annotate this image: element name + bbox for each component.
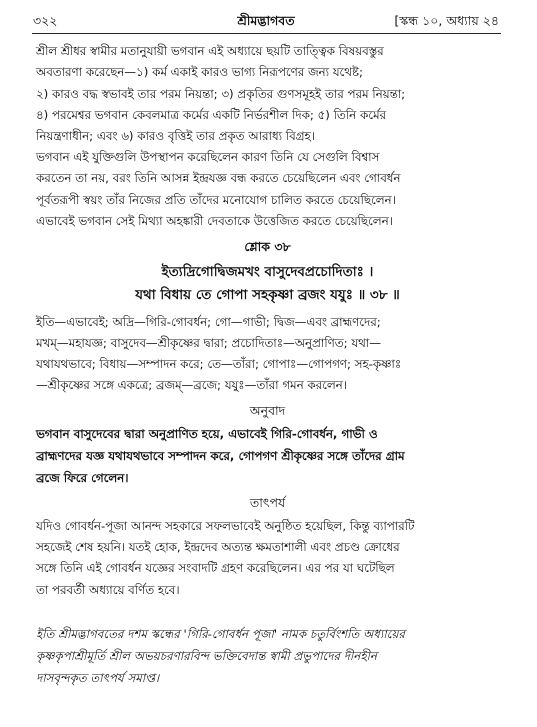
intro-line: অবতারণা করেছেন—১) কর্ম একাই কারও ভাগ্য নিরূপণের জন্য যথেষ্ট; bbox=[36, 65, 363, 79]
intro-line: ৪) পরমেশ্বর ভগবান কেবলমাত্র কর্মের একটি নির্ভরশীল দিক; ৫) তিনি কর্মের bbox=[36, 108, 386, 122]
purport-line: তা পরবর্তী অধ্যায়ে বর্ণিত হবে। bbox=[36, 583, 180, 597]
intro-line: করতেন তা নয়, বরং তিনি আসন্ন ইন্দ্রযজ্ঞ বন্ধ করতে চেয়েছিলেন এবং গোবর্ধন bbox=[36, 171, 401, 185]
purport-line: যদিও গোবর্ধন-পূজা আনন্দ সহকারে সফলভাবেই অনুষ্ঠিত হয়েছিল, কিন্তু ব্যাপারটি bbox=[36, 519, 415, 533]
synonym-line: —শ্রীকৃষ্ণের সঙ্গে একত্রে; ব্রজম্—ব্রজে; যযুঃ—তাঁরা গমন করলেন। bbox=[36, 378, 347, 392]
intro-line: শ্রীল শ্রীধর স্বামীর মতানুযায়ী ভগবান এই অধ্যায়ে ছয়টি তাত্ত্বিক বিষয়বস্তুর bbox=[36, 44, 384, 58]
intro-line: এভাবেই ভগবান সেই মিথ্যা অহঙ্কারী দেবতাকে উত্তেজিত করতে চেয়েছিলেন। bbox=[36, 214, 393, 228]
verse-line: ইত্যদ্রিগোদ্বিজমখং বাসুদেবপ্রচোদিতাঃ । bbox=[161, 264, 374, 280]
translation-line: ভগবান বাসুদেবের দ্বারা অনুপ্রাণিত হয়ে, এভাবেই গিরি-গোবর্ধন, গাভী ও bbox=[36, 427, 378, 441]
page-header bbox=[33, 10, 499, 32]
book-title: শ্রীমদ্ভাগবত bbox=[237, 13, 295, 28]
closing-line: দাসবৃন্দকৃত তাৎপর্য সমাপ্ত। bbox=[36, 671, 160, 685]
intro-line: ভগবান এই যুক্তিগুলি উপস্থাপন করেছিলেন কারণ তিনি যে সেগুলি বিশ্বাস bbox=[36, 150, 380, 164]
purport-line: সহজেই শেষ হয়নি। যতই হোক, ইন্দ্রদেব অত্যন্ত ক্ষমতাশালী এবং প্রচণ্ড ক্রোধের bbox=[36, 540, 400, 554]
intro-line: ২) কারও বদ্ধ স্বভাবই তার পরম নিয়ন্তা; ৩) প্রকৃতির গুণসমূহই তার পরম নিয়ন্তা; bbox=[36, 87, 406, 101]
closing-line: কৃষ্ণকৃপাশ্রীমূর্তি শ্রীল অভয়চরণারবিন্দ ভক্তিবেদান্ত স্বামী প্রভুপাদের দীনহীন bbox=[36, 649, 377, 663]
header-rule bbox=[32, 33, 501, 34]
page-number: ৩২২ bbox=[33, 13, 58, 28]
synonym-line: মখম্—মহাযজ্ঞ; বাসুদেব—শ্রীকৃষ্ণের দ্বারা; প্রচোদিতাঃ—অনুপ্রাণিত; যথা— bbox=[36, 336, 382, 350]
purport-line: সঙ্গে তিনি এই গোবর্ধন যজ্ঞের সংবাদটি গ্রহণ করেছিলেন। এর পর যা ঘটেছিল bbox=[36, 561, 395, 575]
synonym-line: যথাযথভাবে; বিধায়—সম্পাদন করে; তে—তাঁরা; গোপাঃ—গোপগণ; সহ-কৃষ্ণাঃ bbox=[36, 357, 402, 371]
synonym-line: ইতি—এভাবেই; অদ্রি—গিরি-গোবর্ধন; গো—গাভী; দ্বিজ—এবং ব্রাহ্মণদের; bbox=[36, 315, 381, 329]
translation-line: ব্রাহ্মণদের যজ্ঞ যথাযথভাবে সম্পাদন করে, গোপগণ শ্রীকৃষ্ণের সঙ্গে তাঁদের গ্রাম bbox=[36, 449, 405, 463]
verse-line: যথা বিধায় তে গোপা সহকৃষ্ণা ব্রজং যযুঃ ॥ ৩৮ ॥ bbox=[135, 287, 400, 303]
translation-line: ব্রজে ফিরে গেলেন। bbox=[36, 471, 129, 485]
verse-heading: শ্লোক ৩৮ bbox=[244, 239, 291, 254]
closing-line: ইতি শ্রীমদ্ভাগবতের দশম স্কন্ধের 'গিরি-গোবর্ধন পূজা' নামক চতুর্বিংশতি অধ্যায়ের bbox=[36, 627, 405, 641]
chapter-reference: [স্কন্ধ ১০, অধ্যায় ২৪ bbox=[394, 13, 499, 28]
intro-line: নিয়ন্ত্রণাধীন; এবং ৬) কারও বৃত্তিই তার প্রকৃত আরাধ্য বিগ্রহ। bbox=[36, 129, 315, 143]
purport-heading: তাৎপর্য bbox=[249, 495, 286, 510]
translation-heading: অনুবাদ bbox=[249, 403, 286, 418]
intro-line: পূর্বতরূপী স্বয়ং তাঁর নিজের প্রতি তাঁদের মনোযোগ চালিত করতে চেয়েছিলেন। bbox=[36, 193, 396, 207]
